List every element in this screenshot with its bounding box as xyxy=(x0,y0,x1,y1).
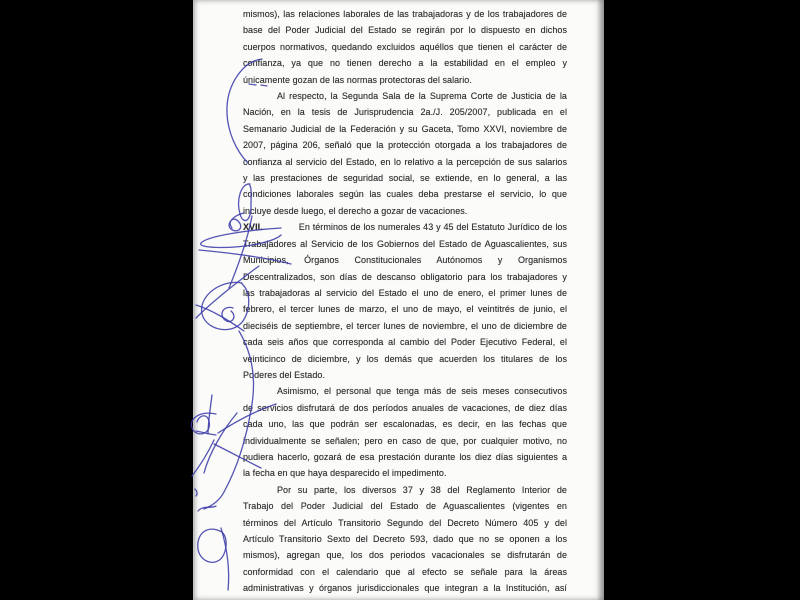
document-line xyxy=(243,170,567,186)
document-line xyxy=(243,580,567,596)
document-page xyxy=(193,0,604,600)
line-text: En términos de los numerales 43 y 45 del Estatuto Jurídico de los xyxy=(298,222,567,233)
line-text: y las prestaciones de seguridad social, se extiende, en lo general, a las xyxy=(243,173,567,184)
document-line xyxy=(243,400,567,416)
line-text: Artículo Transitorio Sexto del Decreto 593, dado que no se oponen a los xyxy=(243,534,567,544)
line-text: Semanario Judicial de la Federación y su Gaceta, Tomo XXVI, noviembre de xyxy=(243,123,567,134)
line-text: únicamente gozan de las normas protectoras del salario. xyxy=(243,74,472,85)
document-line xyxy=(243,498,567,514)
line-text: la fecha en que haya desparecido el impedimento. xyxy=(243,468,447,479)
document-line xyxy=(243,154,567,170)
line-text: cuerpos normativos, quedando excluidos aquéllos que tienen el carácter de xyxy=(243,41,567,52)
document-text xyxy=(243,6,567,597)
line-text: Nación, en la tesis de Jurisprudencia 2a./J. 205/2007, publicada en el xyxy=(243,107,567,118)
document-line xyxy=(243,236,567,252)
document-line xyxy=(243,252,567,268)
line-text: cada uno, las que podrán ser escalonadas, es decir, en las fechas que xyxy=(243,419,567,430)
line-text: las trabajadoras al servicio del Estado el uno de enero, el primer lunes de xyxy=(243,287,567,298)
line-text: de servicios disfrutará de dos períodos anuales de vacaciones, de diez días xyxy=(243,402,567,413)
line-text: 2007, página 206, señaló que la protección otorgada a los trabajadores de xyxy=(243,140,567,151)
document-line xyxy=(243,301,567,317)
line-text: confianza, ya que no tienen derecho a la estabilidad en el empleo y xyxy=(243,58,567,69)
document-line xyxy=(243,465,567,481)
document-line xyxy=(243,547,567,563)
line-text: individualmente se señalen; pero en caso de que, por cualquier motivo, no xyxy=(243,435,567,446)
line-text: pudiera hacerlo, gozará de esa prestación durante los diez días siguientes a xyxy=(243,451,567,462)
line-text: Poderes del Estado. xyxy=(243,369,326,380)
line-text: veinticinco de diciembre, y los demás que acuerden los titulares de los xyxy=(243,353,567,364)
document-line xyxy=(243,482,567,498)
line-text: condiciones laborales según las cuales deba prestarse el servicio, lo que xyxy=(243,189,567,200)
document-line xyxy=(243,383,567,399)
document-line xyxy=(243,55,567,71)
document-line xyxy=(243,416,567,432)
document-line xyxy=(243,203,567,219)
line-text: Por su parte, los diversos 37 y 38 del Reglamento Interior de xyxy=(277,484,567,495)
document-line xyxy=(243,351,567,367)
line-text: cada seis años que corresponda al cambio del Poder Ejecutivo Federal, el xyxy=(243,337,567,348)
document-line xyxy=(243,22,567,38)
document-line xyxy=(243,186,567,202)
line-text: Municipios, Órganos Constitucionales Autónomos y Organismos xyxy=(243,255,567,266)
line-text: mismos), agregan que, los dos periodos vacacionales se disfrutarán de xyxy=(243,550,567,561)
line-text: administrativas y órganos jurisdiccionales que integran a la Institución, así xyxy=(243,583,567,594)
document-line xyxy=(243,121,567,137)
line-text: base del Poder Judicial del Estado se regirán por lo dispuesto en dichos xyxy=(243,25,567,36)
line-text: Descentralizados, son días de descanso obligatorio para los trabajadores y xyxy=(243,271,567,282)
paragraph-number-label: XVII. xyxy=(243,222,263,233)
line-text: Al respecto, la Segunda Sala de la Suprema Corte de Justicia de la xyxy=(277,91,567,102)
document-line xyxy=(243,367,567,383)
document-line xyxy=(243,6,567,22)
document-line xyxy=(243,269,567,285)
line-text: incluye desde luego, el derecho a gozar de vacaciones. xyxy=(243,205,468,216)
document-line xyxy=(243,39,567,55)
document-line xyxy=(243,72,567,88)
line-text: conformidad con el calendario que al efecto se señale para la áreas xyxy=(243,566,567,577)
document-line xyxy=(243,564,567,580)
document-line xyxy=(243,433,567,449)
line-text: febrero, el tercer lunes de marzo, el uno de mayo, el veintitrés de junio, el xyxy=(243,304,567,315)
line-text: dieciséis de septiembre, el tercer lunes de noviembre, el uno de diciembre de xyxy=(243,320,567,331)
line-text: Trabajadores al Servicio de los Gobiernos del Estado de Aguascalientes, sus xyxy=(243,238,567,249)
document-line xyxy=(243,137,567,153)
document-line xyxy=(243,285,567,301)
line-text: confianza al servicio del Estado, en lo relativo a la percepción de sus salarios xyxy=(243,156,567,167)
document-line xyxy=(243,334,567,350)
line-text: Trabajo del Poder Judicial del Estado de Aguascalientes (vigentes en xyxy=(243,501,567,512)
document-line xyxy=(243,449,567,465)
line-text: mismos), las relaciones laborales de las trabajadoras y de los trabajadores de xyxy=(243,9,567,19)
line-text: términos del Artículo Transitorio Segundo del Decreto Número 405 y del xyxy=(243,517,567,528)
document-line xyxy=(243,531,567,547)
line-text: Asimismo, el personal que tenga más de seis meses consecutivos xyxy=(277,386,567,397)
document-line xyxy=(243,318,567,334)
document-line xyxy=(243,515,567,531)
document-line xyxy=(243,104,567,120)
document-line xyxy=(243,88,567,104)
document-line xyxy=(243,219,567,235)
